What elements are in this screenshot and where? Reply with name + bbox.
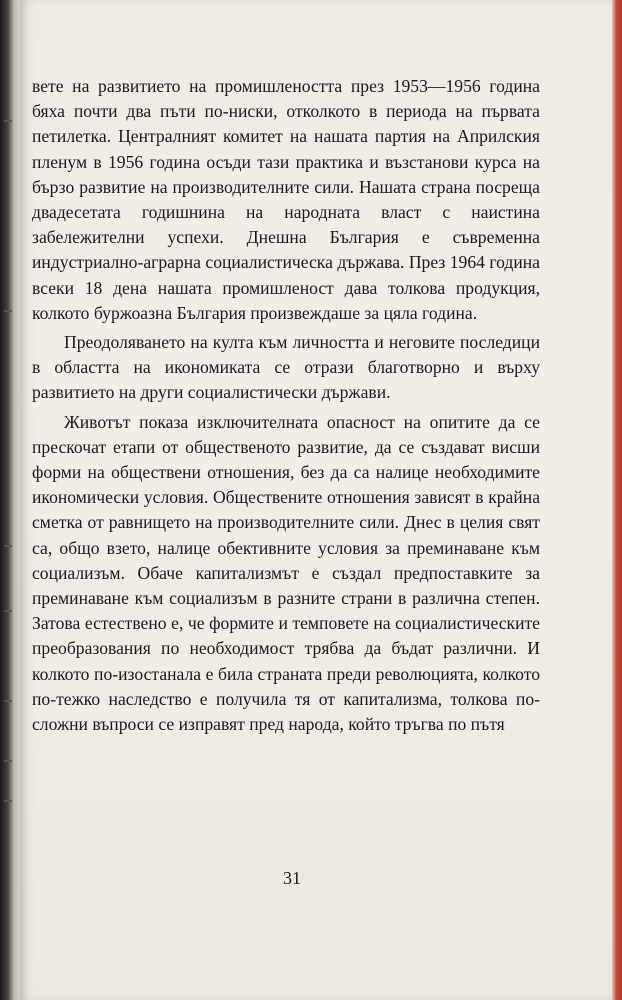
adjacent-page-edge <box>0 0 20 1000</box>
paragraph-2: Преодоляването на култа към личността и неговите последици в областта на икономиката се отрази благотворно и върху развитието на други социалистически държави. <box>32 332 540 403</box>
book-cover-edge <box>612 0 622 1000</box>
page-number: 31 <box>283 868 301 888</box>
paragraph-3: Животът показа изключителната опасност на опитите да се прескочат етапи от общественото развитие, да се създават висши форми на обществени отношения, без да са налице необходимите икономически условия. Обществените отношения зависят в крайна сметка от равнището на производителните сили. Днес в целия свят са, общо взето, налице обективните условия за преминаване към социализъм. Обаче капитализмът е създал предпоставките за преминаване към социализъм в разните страни в различна степен. Затова естествено е, че формите и темповете на социалистическите преобразования по необходимост трябва да бъдат различни. И колкото по-изостанала е била страната преди революцията, колкото по-тежко наследство е получила тя от капитализма, толкова по-сложни въпроси се изправят пред народа, който тръгва по пътя <box>32 411 540 735</box>
paragraph-1: вете на развитието на промишлеността през 1953—1956 година бяха почти два пъти по-ниски, отколкото в периода на първата петилетка. Централният комитет на нашата партия на Априлския пленум в 1956 година осъди тази практика и възстанови курса на бързо развитие на производителните сили. Нашата страна посреща двадесетата годишнина на народната власт с наистина забележителни успехи. Днешна България е съвременна индустриално-аграрна социалистическа държава. През 1964 година всеки 18 дена нашата промишленост дава толкова продукция, колкото буржоазна България произвеждаше за цяла година. <box>32 76 540 323</box>
book-page <box>20 0 612 1000</box>
body-text <box>32 74 540 737</box>
